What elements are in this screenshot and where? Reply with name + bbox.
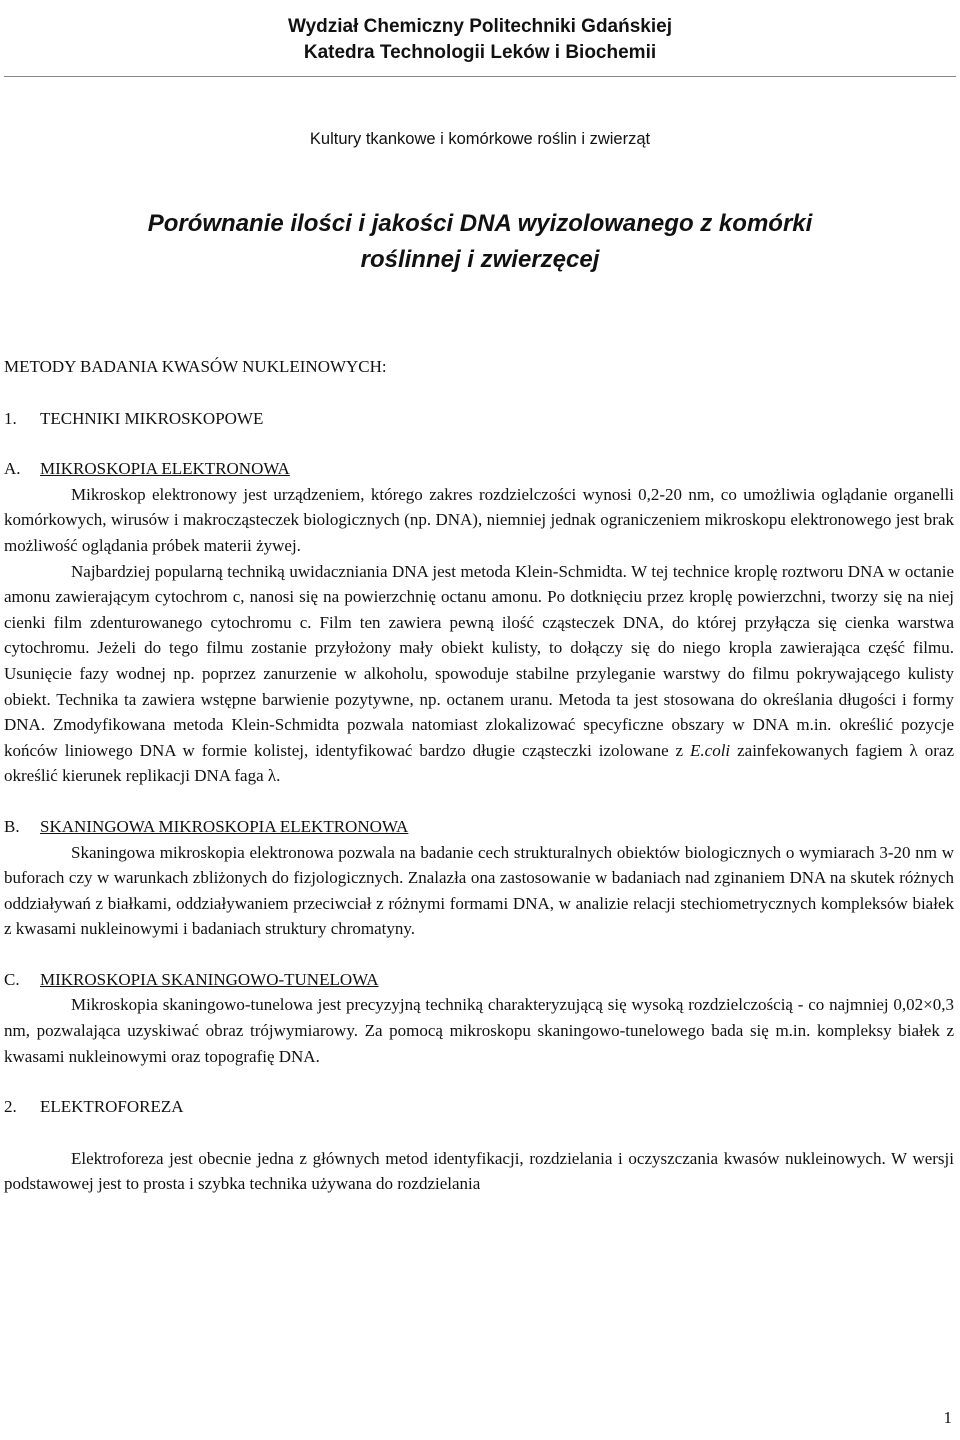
paragraph-a-1: Mikroskop elektronowy jest urządzeniem, którego zakres rozdzielczości wynosi 0,2-20 nm, co umożliwia oglądanie organelli komórkowych, wirusów i makrocząsteczek biologicznych (np. DNA), niemniej jednak ograniczeniem mikroskopu elektronowego jest brak możliwość oglądania próbek materii żywej. bbox=[4, 484, 954, 555]
section-1-heading bbox=[4, 406, 954, 432]
section-2-title: ELEKTROFOREZA bbox=[40, 1097, 184, 1117]
section-2-heading bbox=[4, 1094, 954, 1120]
subsection-c-mark: C. bbox=[4, 969, 20, 989]
document-body bbox=[4, 354, 954, 1197]
paragraph-a-2-end: zainfekowanych fagiem λ oraz określić kierunek replikacji DNA faga λ. bbox=[4, 740, 954, 786]
subsection-a-heading bbox=[4, 456, 954, 482]
paragraph-c-1: Mikroskopia skaningowo-tunelowa jest precyzyjną techniką charakteryzującą się wysoką rozdzielczością - co najmniej 0,02×0,3 nm, pozwalająca uzyskiwać obraz trójwymiarowy. Za pomocą mikroskopu skaningowo-tunelowego bada się m.in. kompleksy białek z kwasami nukleinowymi oraz topografię DNA. bbox=[4, 995, 954, 1066]
paragraph-b-1: Skaningowa mikroskopia elektronowa pozwala na badanie cech strukturalnych obiektów biologicznych o wymiarach 3-20 nm w buforach czy w warunkach zbliżonych do fizjologicznych. Znalazła ona zastosowanie w badaniach nad zginaniem DNA na skutek różnych oddziaływań z białkami, oddziaływaniem przeciwciał z różnymi formami DNA, w analizie relacji stechiometrycznych kompleksów białek z kwasami nukleinowymi i badaniach struktury chromatyny. bbox=[4, 842, 954, 939]
subsection-b-heading bbox=[4, 814, 954, 840]
paragraph-a-2 bbox=[4, 559, 954, 789]
subsection-a-title: MIKROSKOPIA ELEKTRONOWA bbox=[40, 459, 290, 479]
section-1-title: TECHNIKI MIKROSKOPOWE bbox=[40, 408, 264, 428]
page-number: 1 bbox=[943, 1408, 952, 1427]
page-header bbox=[0, 14, 960, 66]
methods-heading: METODY BADANIA KWASÓW NUKLEINOWYCH: bbox=[4, 357, 387, 376]
header-divider bbox=[4, 76, 956, 77]
faculty-name: Wydział Chemiczny Politechniki Gdańskiej bbox=[288, 16, 672, 37]
subsection-b-mark: B. bbox=[4, 816, 20, 836]
subsection-b-title: SKANINGOWA MIKROSKOPIA ELEKTRONOWA bbox=[40, 816, 409, 836]
title-line-1: Porównanie ilości i jakości DNA wyizolowanego z komórki bbox=[147, 210, 813, 237]
title-line-2: roślinnej i zwierzęcej bbox=[360, 246, 600, 273]
section-1-number: 1. bbox=[4, 408, 17, 428]
document-title bbox=[0, 206, 960, 278]
section-2-number: 2. bbox=[4, 1097, 17, 1117]
subsection-c-title: MIKROSKOPIA SKANINGOWO-TUNELOWA bbox=[40, 969, 379, 989]
paragraph-a-2-text: Najbardziej popularną techniką uwidaczniania DNA jest metoda Klein-Schmidta. W tej technice kroplę roztworu DNA w octanie amonu zawierającym cytochrom c, nanosi się na powierzchnię octanu amonu. Po dotknięciu przez kroplę powierzchni, tworzy się na niej cienki film zdenturowanego cytochromu c. Film ten zawiera pewną ilość cząsteczek DNA, do której przyłącza się cienka warstwa cytochromu. Jeżeli do tego filmu zostanie przyłożony mały obiekt kulisty, to dołączy się do niego kropla zawierająca część filmu. Usunięcie fazy wodnej np. poprzez zanurzenie w alkoholu, spowoduje stabilne przyleganie warstwy do filmu pokrywającego kulisty obiekt. Technika ta zawiera wstępne barwienie pozytywne, np. octanem uranu. Metoda ta jest stosowana do określania długości i formy DNA. Zmodyfikowana metoda Klein-Schmidta pozwala natomiast zlokalizować specyficzne obszary w DNA m.in. określić pozycje końców liniowego DNA w formie kolistej, identyfikować bardzo długie cząsteczki izolowane z bbox=[4, 561, 954, 760]
course-name: Kultury tkankowe i komórkowe roślin i zwierząt bbox=[309, 130, 651, 148]
department-name: Katedra Technologii Leków i Biochemii bbox=[303, 42, 657, 63]
ecoli-term: E.coli bbox=[690, 740, 731, 760]
subsection-a-mark: A. bbox=[4, 459, 21, 479]
paragraph-2-1: Elektroforeza jest obecnie jedna z głównych metod identyfikacji, rozdzielania i oczyszczania kwasów nukleinowych. W wersji podstawowej jest to prosta i szybka technika używana do rozdzielania bbox=[4, 1148, 954, 1194]
subsection-c-heading bbox=[4, 967, 954, 993]
